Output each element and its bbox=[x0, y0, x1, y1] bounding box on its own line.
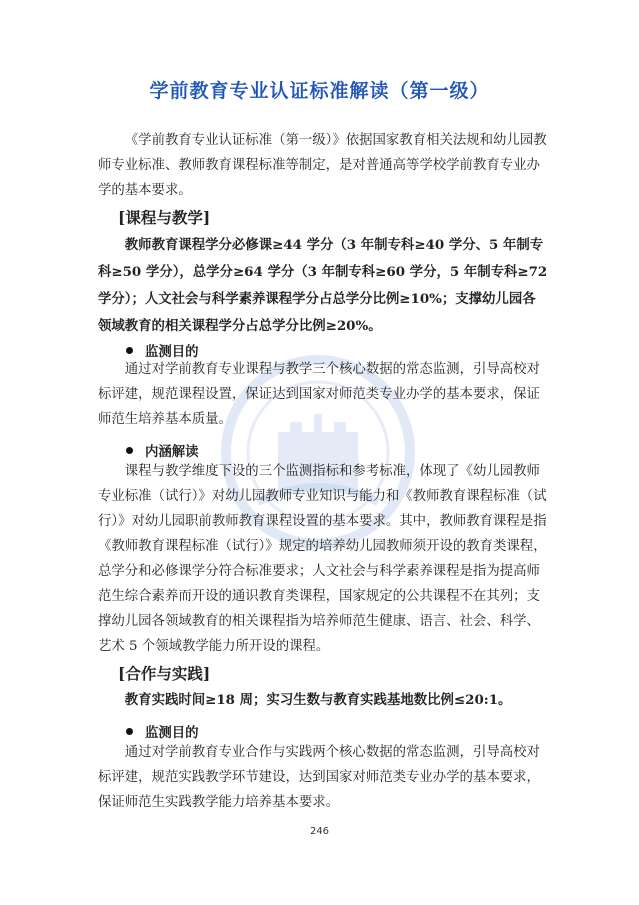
bullet-label: 内涵解读 bbox=[145, 444, 199, 460]
practice-standard: 教育实践时间≥18 周；实习生数与教育实践基地数比例≤20:1。 bbox=[124, 692, 512, 708]
curriculum-standard: 教师教育课程学分必修课≥44 学分（3 年制专科≥40 学分、5 年制专科≥50 学分），总学分≥64 学分（3 年制专科≥60 学分，5 年制专科≥72 学分）；人文社会与科学素养课程学分占总学分比例≥10%；支撑幼儿园各领域教育的相关课程学分占总学分比例≥20%。 bbox=[98, 237, 548, 334]
bullet-purpose-2 bbox=[126, 722, 199, 741]
curriculum-purpose-paragraph: 通过对学前教育专业课程与教学三个核心数据的常态监测，引导高校对标评建，规范课程设置，保证达到国家对师范类专业办学的基本要求，保证师范生培养基本质量。 bbox=[98, 362, 540, 427]
bullet-dot-icon bbox=[126, 447, 133, 454]
bullet-interpretation bbox=[126, 441, 199, 460]
page-number: 246 bbox=[309, 826, 330, 837]
bullet-dot-icon bbox=[126, 728, 133, 735]
intro-paragraph: 《学前教育专业认证标准（第一级）》依据国家教育相关法规和幼儿园教师专业标准、教师教育课程标准等制定，是对普通高等学校学前教育专业办学的基本要求。 bbox=[98, 133, 547, 198]
practice-purpose-paragraph: 通过对学前教育专业合作与实践两个核心数据的常态监测，引导高校对标评建，规范实践教学环节建设，达到国家对师范类专业办学的基本要求，保证师范生实践教学能力培养基本要求。 bbox=[98, 745, 540, 810]
section-heading-practice: [合作与实践] bbox=[118, 664, 211, 683]
page-title: 学前教育专业认证标准解读（第一级） bbox=[149, 80, 490, 102]
bullet-label: 监测目的 bbox=[145, 725, 199, 741]
section-heading-curriculum: [课程与教学] bbox=[118, 208, 211, 227]
bullet-dot-icon bbox=[126, 347, 133, 354]
curriculum-interpretation-paragraph: 课程与教学维度下设的三个监测指标和参考标准，体现了《幼儿园教师专业标准（试行）》对幼儿园教师专业知识与能力和《教师教育课程标准（试行）》对幼儿园职前教师教育课程设置的基本要求。其中，教师教育课程是指《教师教育课程标准（试行）》规定的培养幼儿园教师须开设的教育类课程，总学分和必修课学分符合标准要求；人文社会与科学素养课程是指为提高师范生综合素养而开设的通识教育类课程，国家规定的公共课程不在其列；支撑幼儿园各领域教育的相关课程指为培养师范生健康、语言、社会、科学、艺术 5 个领域教学能力所开设的课程。 bbox=[98, 464, 547, 654]
bullet-label: 监测目的 bbox=[145, 344, 199, 360]
